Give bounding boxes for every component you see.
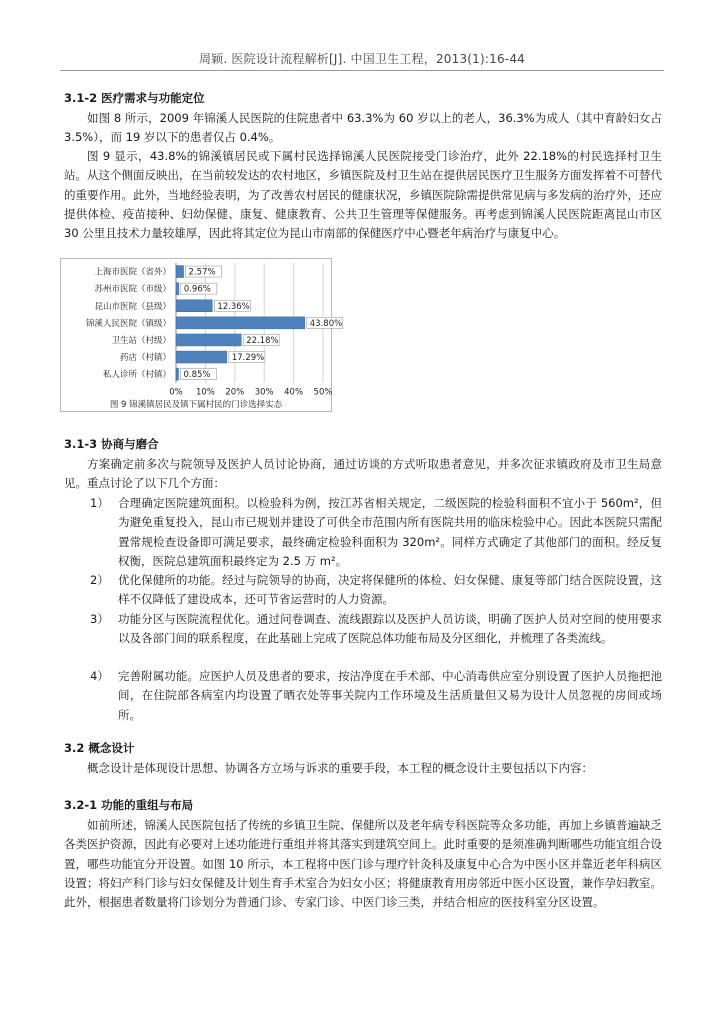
x-tick-label: 30% xyxy=(254,387,274,398)
list-item xyxy=(90,610,662,649)
list-item-text: 合理确定医院建筑面积。以检验科为例，按江苏省相关规定，二级医院的检验科面积不宜小于 560m²，但为避免重复投入，昆山市已规划并建设了可供全市范围内所有医院共用的临床检验中心。因此本医院只需配置常规检查设备即可满足要求，最终确定检验科面积为 320m²。同样方式确定了其他部门的面积。经反复权衡，医院总建筑面积最终定为 2.5 万 m²。 xyxy=(118,496,662,568)
bar xyxy=(176,317,305,329)
list-item xyxy=(90,571,662,610)
list-item-number: 3） xyxy=(90,612,109,626)
x-tick-label: 10% xyxy=(195,387,215,398)
data-label: 22.18% xyxy=(246,335,279,346)
x-tick-label: 0% xyxy=(169,387,183,398)
list-item xyxy=(90,667,662,725)
x-tick-label: 50% xyxy=(313,387,333,398)
paragraph-concept-design: 概念设计是体现设计思想、协调各方立场与诉求的重要手段，本工程的概念设计主要包括以下内容： xyxy=(87,761,593,775)
paragraph-age-distribution: 如图 8 所示，2009 年锦溪人民医院的住院患者中 63.3%为 60 岁以上的老人，36.3%为成人（其中育龄妇女占 3.5%），而 19 岁以下的患者仅占 0.4%。 xyxy=(64,111,662,145)
data-label: 0.96% xyxy=(183,284,211,295)
paragraph-outpatient-choice: 图 9 显示，43.8%的锦溪镇居民或下属村民选择锦溪人民医院接受门诊治疗，此外 22.18%的村民选择村卫生站。从这个侧面反映出，在当前较发达的农村地区，乡镇医院及村卫生站在提供居民医疗卫生服务方面发挥着不可替代的重要作用。此外，当地经验表明，为了改善农村居民的健康状况，乡镇医院除需提供常见病与多发病的治疗外，还应提供体检、疫苗接种、妇幼保健、康复、健康教育、公共卫生管理等保健服务。再考虑到锦溪人民医院距离昆山市区 30 公里且技术力量较雄厚，因此将其定位为昆山市南部的保健医疗中心暨老年病治疗与康复中心。 xyxy=(64,149,662,241)
list-item-text: 功能分区与医院流程优化。通过问卷调查、流线跟踪以及医护人员访谈，明确了医护人员对空间的使用要求以及各部门间的联系程度，在此基础上完成了医院总体功能布局及分区细化，并梳理了各类流线。 xyxy=(118,612,662,646)
list-item xyxy=(90,494,662,571)
bar xyxy=(176,334,241,346)
data-label: 43.80% xyxy=(309,318,343,329)
category-label: 上海市医院（省外） xyxy=(94,267,171,278)
section-heading-3-2-1: 3.2-1 功能的重组与布局 xyxy=(64,798,194,812)
section-heading-3-2: 3.2 概念设计 xyxy=(64,741,135,755)
x-tick-label: 20% xyxy=(225,387,245,398)
figure-9-chart xyxy=(60,258,343,412)
running-header-citation: 周颖. 医院设计流程解析[J]. 中国卫生工程，2013(1):16-44 xyxy=(198,52,525,66)
data-label: 12.36% xyxy=(217,301,250,312)
list-item-text: 完善附属功能。应医护人员及患者的要求，按洁净度在手术部、中心消毒供应室分别设置了医护人员拖把池间，在住院部各病室内均设置了晒衣处等事关院内工作环境及生活质量但又易为设计人员忽视的房间或场所。 xyxy=(118,669,662,722)
list-item-number: 2） xyxy=(90,573,109,587)
data-label: 2.57% xyxy=(188,267,216,278)
data-label: 17.29% xyxy=(231,353,265,364)
category-label: 苏州市医院（市级） xyxy=(94,284,171,295)
category-label: 卫生站（村级） xyxy=(111,335,171,346)
category-label: 昆山市医院（县级） xyxy=(94,301,171,312)
section-heading-3-1-3: 3.1-3 协商与磨合 xyxy=(64,437,159,451)
paragraph-function-reorganization: 如前所述，锦溪人民医院包括了传统的乡镇卫生院、保健所以及老年病专科医院等众多功能，再加上乡镇普遍缺乏各类医护资源，因此有必要对上述功能进行重组并将其落实到建筑空间上。此时重要的是须准确判断哪些功能宜组合设置，哪些功能宜分开设置。如图 10 所示，本工程将中医门诊与理疗针灸科及康复中心合为中医小区并靠近老年科病区设置；将妇产科门诊与妇女保健及计划生育手术室合为妇女小区；将健康教育用房邻近中医小区设置，兼作孕妇教室。此外，根据患者数量将门诊划分为普通门诊、专家门诊、中医门诊三类，并结合相应的医技科室分区设置。 xyxy=(64,818,662,910)
category-label: 锦溪人民医院（镇级） xyxy=(85,318,171,329)
data-label: 0.85% xyxy=(183,370,211,381)
category-label: 药店（村镇） xyxy=(119,353,171,364)
bar-chart xyxy=(61,259,343,398)
section-heading-3-1-2: 3.1-2 医疗需求与功能定位 xyxy=(64,91,205,105)
bar xyxy=(176,368,178,380)
list-item-text: 优化保健所的功能。经过与院领导的协商，决定将保健所的体检、妇女保健、康复等部门结合医院设置，这样不仅降低了建设成本，还可节省运营时的人力资源。 xyxy=(118,573,662,607)
category-label: 私人诊所（村镇） xyxy=(102,370,171,381)
header-divider xyxy=(60,70,664,71)
bar xyxy=(176,283,179,295)
list-item-number: 1） xyxy=(90,496,109,510)
paragraph-consultation-intro: 方案确定前多次与院领导及医护人员讨论协商，通过访谈的方式听取患者意见，并多次征求镇政府及市卫生局意见。重点讨论了以下几个方面： xyxy=(64,457,662,491)
list-item-number: 4） xyxy=(90,669,109,683)
bar xyxy=(176,266,184,278)
bar xyxy=(176,351,227,363)
bar xyxy=(176,300,212,312)
x-tick-label: 40% xyxy=(284,387,304,398)
chart-caption: 图 9 锦溪镇居民及镇下属村民的门诊选择实态 xyxy=(109,400,283,410)
